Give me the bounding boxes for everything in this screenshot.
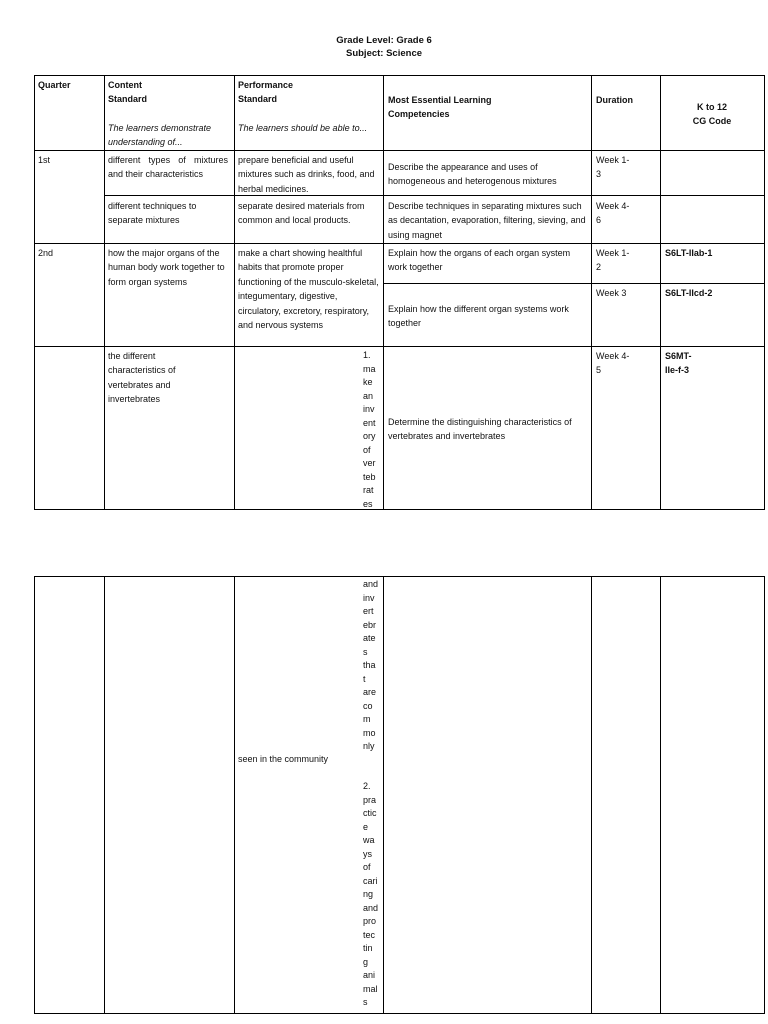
subject-heading: Subject: Science [345, 48, 423, 59]
header-quarter: Quarter [38, 80, 71, 90]
row3-content-standard: how the major organs of the human body work together to form organ systems [108, 248, 225, 287]
table-border [383, 283, 765, 284]
row4-cg-code: S6MT- IIe-f-3 [665, 351, 692, 376]
page2-performance-fragment-b: 2. pra ctic e wa ys of cari ng and pro tec tin g ani mal s [363, 781, 379, 1007]
row1-quarter: 1st [38, 155, 51, 165]
table-border [234, 576, 235, 1014]
row3-melc-b: Explain how the different organ systems work together [388, 304, 569, 329]
table-border [104, 75, 105, 510]
row3-cg-code-b: S6LT-IIcd-2 [665, 288, 713, 298]
table-border [34, 346, 765, 347]
row1-performance-standard: prepare beneficial and useful mixtures such as drinks, food, and herbal medicines. [238, 155, 375, 194]
table-border [591, 75, 592, 510]
table-border [104, 195, 765, 196]
table-border [660, 75, 661, 510]
table-border [764, 75, 765, 510]
header-performance-standard-note: The learners should be able to... [238, 123, 368, 133]
page2-performance-fragment-a: and inv ert ebr ate s tha t are co m mo nly [363, 579, 379, 751]
table-border [660, 576, 661, 1014]
table-border [234, 75, 235, 510]
header-melc: Most Essential Learning Competencies [388, 95, 492, 120]
table-border [34, 576, 765, 577]
table-border [383, 576, 384, 1014]
row2-duration: Week 4- 6 [596, 201, 630, 226]
header-performance-standard: Performance Standard [238, 80, 294, 105]
table-border [591, 576, 592, 1014]
table-border [383, 75, 384, 510]
table-border [104, 576, 105, 1014]
header-content-standard: Content Standard [108, 80, 148, 105]
row4-content-standard: the different characteristics of vertebrates and invertebrates [108, 351, 176, 405]
row3-duration-b: Week 3 [596, 288, 627, 298]
row3-quarter: 2nd [38, 248, 54, 258]
page2-performance-mid: seen in the community [238, 754, 329, 764]
row2-performance-standard: separate desired materials from common and local products. [238, 201, 365, 226]
row3-cg-code-a: S6LT-IIab-1 [665, 248, 713, 258]
row2-melc: Describe techniques in separating mixtures such as decantation, evaporation, filtering, sieving, and using magnet [388, 201, 586, 240]
table-border [764, 576, 765, 1014]
table-border [34, 150, 765, 151]
table-border [34, 75, 35, 510]
row3-melc-a: Explain how the organs of each organ system work together [388, 248, 571, 273]
table-border [34, 75, 765, 76]
table-border [34, 576, 35, 1014]
row3-duration-a: Week 1- 2 [596, 248, 630, 273]
row4-duration: Week 4- 5 [596, 351, 630, 376]
header-cg-code: K to 12 CG Code [692, 102, 732, 127]
row4-melc: Determine the distinguishing characteristics of vertebrates and invertebrates [388, 417, 572, 442]
row1-duration: Week 1- 3 [596, 155, 630, 180]
table-border [34, 1013, 765, 1014]
header-duration: Duration [596, 95, 633, 105]
row1-content-standard: different types of mixtures and their characteristics [108, 155, 228, 180]
row4-performance-standard-fragment: 1. ma ke an inv ent ory of ver teb rat es [363, 350, 376, 509]
row3-performance-standard: make a chart showing healthful habits that promote proper functioning of the musculo-skeletal, integumentary, digestive, circulatory, excretory, respiratory, and nervous systems [238, 248, 379, 331]
table-border [34, 243, 765, 244]
row1-melc: Describe the appearance and uses of homogeneous and heterogenous mixtures [388, 162, 557, 187]
header-content-standard-note: The learners demonstrate understanding of... [108, 123, 212, 148]
row2-content-standard: different techniques to separate mixtures [108, 201, 197, 226]
table-border [34, 509, 765, 510]
grade-level-heading: Grade Level: Grade 6 [336, 35, 432, 46]
